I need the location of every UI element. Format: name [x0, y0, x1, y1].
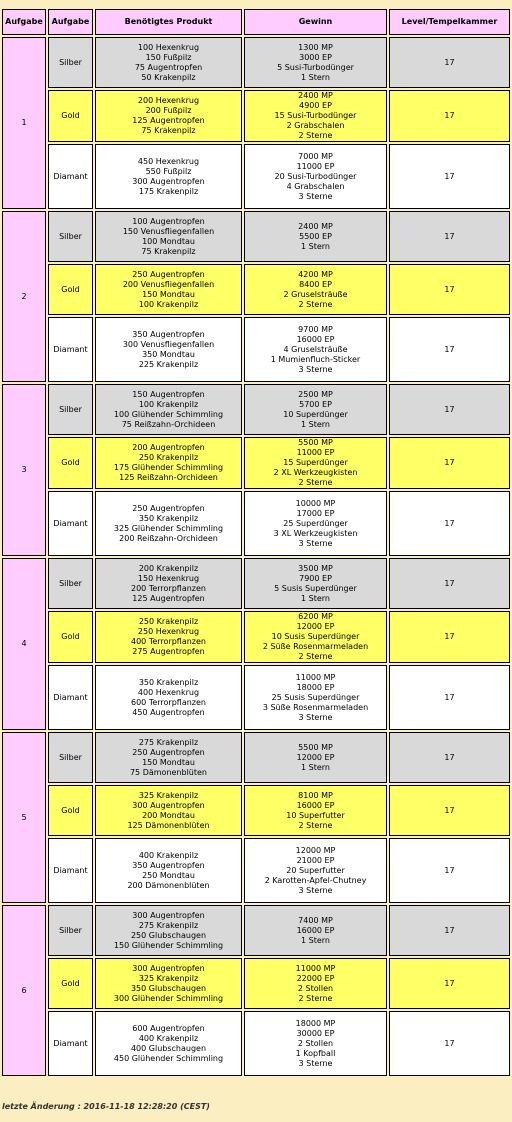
- produkt-line: 300 Augentropfen: [132, 800, 205, 810]
- level-cell: 17: [389, 211, 510, 262]
- gewinn-line: 3 Sterne: [298, 538, 333, 548]
- header-level: Level/Tempelkammer: [389, 9, 510, 35]
- produkt-line: 600 Terrorpflanzen: [131, 697, 206, 707]
- produkt-line: 275 Augentropfen: [132, 647, 205, 656]
- table-row: [2, 264, 510, 315]
- produkt-line: 200 Fußpilz: [145, 106, 192, 115]
- produkt-line: 200 Hexenkrug: [137, 96, 200, 105]
- aufgabe-number: 1: [2, 37, 46, 209]
- produkt-line: 350 Augentropfen: [132, 329, 205, 339]
- produkt-line: 325 Krakenpilz: [138, 790, 199, 800]
- produkt-cell: [95, 558, 242, 609]
- produkt-line: 200 Mondtau: [142, 810, 195, 820]
- gewinn-cell: [244, 264, 387, 315]
- aufgabe-number: 6: [2, 905, 46, 1076]
- gewinn-line: 11000 EP: [296, 448, 335, 457]
- level-cell: 17: [389, 905, 510, 956]
- produkt-line: 100 Glühender Schimmling: [113, 409, 224, 419]
- level-cell: 17: [389, 785, 510, 836]
- produkt-line: 100 Augentropfen: [132, 216, 205, 226]
- produkt-line: 150 Venusfliegenfallen: [122, 226, 215, 236]
- produkt-line: 350 Krakenpilz: [138, 513, 199, 523]
- tier-cell: Diamant: [48, 317, 93, 382]
- gewinn-line: 2 Karotten-Apfel-Chutney: [264, 875, 367, 885]
- gewinn-line: 18000 MP: [295, 1018, 336, 1028]
- quest-table: [0, 7, 512, 1078]
- produkt-line: 325 Krakenpilz: [138, 973, 199, 983]
- tier-cell: Diamant: [48, 491, 93, 556]
- gewinn-line: 3 XL Werkzeugkisten: [273, 528, 358, 538]
- gewinn-line: 15 Susi-Turbodünger: [274, 111, 357, 120]
- gewinn-line: 2 Sterne: [298, 299, 333, 309]
- produkt-line: 100 Hexenkrug: [137, 42, 200, 52]
- gewinn-cell: [244, 905, 387, 956]
- produkt-cell: [95, 958, 242, 1009]
- table-row: [2, 1011, 510, 1076]
- gewinn-line: 10 Superfutter: [286, 810, 345, 820]
- produkt-line: 325 Glühender Schimmling: [113, 523, 224, 533]
- produkt-line: 150 Mondtau: [142, 757, 195, 767]
- gewinn-line: 11000 EP: [296, 161, 335, 171]
- gewinn-line: 4 Grabschalen: [286, 181, 345, 191]
- gewinn-cell: [244, 384, 387, 435]
- gewinn-line: 5500 EP: [299, 231, 332, 241]
- gewinn-line: 5700 EP: [299, 399, 332, 409]
- tier-cell: Silber: [48, 37, 93, 88]
- gewinn-line: 11000 MP: [295, 672, 336, 682]
- last-modified: letzte Änderung : 2016-11-18 12:28:20 (CEST): [2, 1102, 210, 1111]
- tier-cell: Silber: [48, 558, 93, 609]
- produkt-cell: [95, 732, 242, 783]
- gewinn-line: 16000 EP: [296, 800, 335, 810]
- gewinn-line: 7000 MP: [298, 151, 333, 161]
- level-cell: 17: [389, 1011, 510, 1076]
- gewinn-cell: [244, 665, 387, 730]
- header-row: [2, 9, 510, 35]
- tier-cell: Silber: [48, 732, 93, 783]
- gewinn-cell: [244, 211, 387, 262]
- gewinn-line: 3000 EP: [299, 52, 332, 62]
- gewinn-line: 2 Sterne: [298, 652, 333, 661]
- produkt-line: 450 Hexenkrug: [137, 156, 200, 166]
- gewinn-line: 3 Sterne: [298, 364, 333, 374]
- table-row: [2, 90, 510, 142]
- produkt-line: 400 Krakenpilz: [138, 850, 199, 860]
- gewinn-line: 2 Sterne: [298, 993, 333, 1003]
- aufgabe-number: 3: [2, 384, 46, 556]
- produkt-line: 150 Fußpilz: [145, 52, 192, 62]
- gewinn-cell: [244, 437, 387, 489]
- produkt-line: 225 Krakenpilz: [138, 359, 199, 369]
- header-produkt: Benötigtes Produkt: [95, 9, 242, 35]
- produkt-line: 200 Venusfliegenfallen: [122, 279, 215, 289]
- produkt-line: 125 Reißzahn-Orchideen: [119, 473, 218, 482]
- tier-cell: Gold: [48, 437, 93, 489]
- tier-cell: Silber: [48, 905, 93, 956]
- gewinn-cell: [244, 144, 387, 209]
- level-cell: 17: [389, 558, 510, 609]
- aufgabe-number: 2: [2, 211, 46, 382]
- produkt-line: 450 Glühender Schimmling: [113, 1053, 224, 1063]
- produkt-line: 600 Augentropfen: [132, 1023, 205, 1033]
- gewinn-line: 15 Superdünger: [283, 458, 348, 467]
- header-aufgabe-stufe: Aufgabe: [48, 9, 93, 35]
- produkt-line: 400 Terrorpflanzen: [131, 637, 206, 646]
- produkt-line: 300 Venusfliegenfallen: [122, 339, 215, 349]
- gewinn-line: 2 Süße Rosenmarmeladen: [262, 642, 369, 651]
- gewinn-line: 16000 EP: [296, 334, 335, 344]
- level-cell: 17: [389, 611, 510, 663]
- produkt-line: 300 Augentropfen: [132, 963, 205, 973]
- produkt-line: 350 Glubschaugen: [130, 983, 207, 993]
- tier-cell: Diamant: [48, 838, 93, 903]
- gewinn-line: 10 Superdünger: [283, 409, 348, 419]
- quest-table-body: [2, 37, 510, 1076]
- level-cell: 17: [389, 732, 510, 783]
- level-cell: 17: [389, 317, 510, 382]
- produkt-line: 250 Hexenkrug: [137, 627, 200, 636]
- produkt-cell: [95, 1011, 242, 1076]
- table-row: [2, 732, 510, 783]
- header-gewinn: Gewinn: [244, 9, 387, 35]
- gewinn-line: 4200 MP: [298, 269, 333, 279]
- gewinn-cell: [244, 1011, 387, 1076]
- aufgabe-number: 4: [2, 558, 46, 730]
- gewinn-cell: [244, 958, 387, 1009]
- produkt-cell: [95, 317, 242, 382]
- produkt-line: 75 Augentropfen: [134, 62, 203, 72]
- produkt-line: 150 Hexenkrug: [137, 573, 200, 583]
- level-cell: 17: [389, 144, 510, 209]
- produkt-line: 350 Augentropfen: [132, 860, 205, 870]
- gewinn-line: 1 Stern: [301, 935, 330, 945]
- produkt-line: 200 Reißzahn-Orchideen: [119, 533, 218, 543]
- produkt-cell: [95, 665, 242, 730]
- produkt-line: 75 Krakenpilz: [141, 126, 196, 135]
- level-cell: 17: [389, 491, 510, 556]
- gewinn-line: 6200 MP: [298, 612, 333, 621]
- gewinn-line: 10000 MP: [295, 498, 336, 508]
- table-row: [2, 958, 510, 1009]
- gewinn-line: 25 Superdünger: [283, 518, 348, 528]
- gewinn-line: 1 Stern: [301, 241, 330, 251]
- gewinn-line: 7900 EP: [299, 573, 332, 583]
- gewinn-line: 8400 EP: [299, 279, 332, 289]
- gewinn-cell: [244, 838, 387, 903]
- gewinn-line: 3 Sterne: [298, 712, 333, 722]
- produkt-line: 450 Augentropfen: [132, 707, 205, 717]
- gewinn-line: 9700 MP: [298, 324, 333, 334]
- gewinn-line: 2 Stollen: [297, 1038, 334, 1048]
- gewinn-line: 3 Sterne: [298, 1058, 333, 1068]
- tier-cell: Gold: [48, 90, 93, 142]
- gewinn-line: 3 Sterne: [298, 885, 333, 895]
- gewinn-line: 5 Susis Superdünger: [274, 583, 357, 593]
- table-row: [2, 491, 510, 556]
- produkt-line: 200 Krakenpilz: [138, 563, 199, 573]
- produkt-cell: [95, 838, 242, 903]
- tier-cell: Diamant: [48, 665, 93, 730]
- produkt-line: 150 Mondtau: [142, 289, 195, 299]
- produkt-line: 300 Augentropfen: [132, 176, 205, 186]
- gewinn-line: 1 Kopfball: [295, 1048, 336, 1058]
- gewinn-line: 22000 EP: [296, 973, 335, 983]
- level-cell: 17: [389, 90, 510, 142]
- gewinn-line: 2 Grabschalen: [286, 121, 345, 130]
- produkt-line: 400 Glubschaugen: [130, 1043, 207, 1053]
- produkt-line: 200 Dämonenblüten: [127, 880, 210, 890]
- gewinn-cell: [244, 732, 387, 783]
- gewinn-line: 12000 EP: [296, 752, 335, 762]
- gewinn-line: 2500 MP: [298, 389, 333, 399]
- tier-cell: Diamant: [48, 1011, 93, 1076]
- produkt-cell: [95, 144, 242, 209]
- table-row: [2, 437, 510, 489]
- gewinn-line: 2 XL Werkzeugkisten: [273, 468, 358, 477]
- gewinn-cell: [244, 317, 387, 382]
- produkt-line: 200 Terrorpflanzen: [131, 583, 206, 593]
- produkt-cell: [95, 611, 242, 663]
- tier-cell: Silber: [48, 211, 93, 262]
- produkt-line: 75 Dämonenblüten: [129, 767, 208, 777]
- produkt-line: 175 Krakenpilz: [138, 186, 199, 196]
- produkt-line: 250 Augentropfen: [132, 747, 205, 757]
- header-aufgabe: Aufgabe: [2, 9, 46, 35]
- level-cell: 17: [389, 264, 510, 315]
- level-cell: 17: [389, 37, 510, 88]
- produkt-line: 100 Krakenpilz: [138, 299, 199, 309]
- table-row: [2, 611, 510, 663]
- produkt-line: 350 Mondtau: [142, 349, 195, 359]
- produkt-cell: [95, 37, 242, 88]
- gewinn-line: 2 Sterne: [298, 131, 333, 140]
- produkt-line: 300 Glühender Schimmling: [113, 993, 224, 1003]
- produkt-cell: [95, 384, 242, 435]
- gewinn-cell: [244, 491, 387, 556]
- gewinn-cell: [244, 785, 387, 836]
- gewinn-cell: [244, 90, 387, 142]
- produkt-line: 250 Augentropfen: [132, 269, 205, 279]
- produkt-cell: [95, 905, 242, 956]
- tier-cell: Gold: [48, 611, 93, 663]
- gewinn-line: 4 Gruselsträuße: [283, 344, 348, 354]
- gewinn-line: 1300 MP: [298, 42, 333, 52]
- gewinn-line: 7400 MP: [298, 915, 333, 925]
- table-row: [2, 211, 510, 262]
- level-cell: 17: [389, 437, 510, 489]
- produkt-line: 250 Augentropfen: [132, 503, 205, 513]
- gewinn-line: 30000 EP: [296, 1028, 335, 1038]
- produkt-line: 275 Krakenpilz: [138, 920, 199, 930]
- produkt-cell: [95, 437, 242, 489]
- gewinn-cell: [244, 611, 387, 663]
- level-cell: 17: [389, 838, 510, 903]
- produkt-line: 50 Krakenpilz: [141, 72, 196, 82]
- gewinn-line: 3 Süße Rosenmarmeladen: [262, 702, 369, 712]
- produkt-line: 250 Krakenpilz: [138, 617, 199, 626]
- tier-cell: Gold: [48, 264, 93, 315]
- produkt-line: 75 Reißzahn-Orchideen: [121, 419, 216, 429]
- gewinn-line: 1 Mumienfluch-Sticker: [270, 354, 361, 364]
- table-row: [2, 665, 510, 730]
- tier-cell: Silber: [48, 384, 93, 435]
- gewinn-line: 10 Susis Superdünger: [271, 632, 360, 641]
- produkt-cell: [95, 211, 242, 262]
- produkt-line: 300 Augentropfen: [132, 910, 205, 920]
- gewinn-line: 21000 EP: [296, 855, 335, 865]
- table-row: [2, 317, 510, 382]
- produkt-cell: [95, 264, 242, 315]
- gewinn-line: 5 Susi-Turbodünger: [277, 62, 354, 72]
- produkt-line: 350 Krakenpilz: [138, 677, 199, 687]
- table-row: [2, 905, 510, 956]
- gewinn-line: 3 Sterne: [298, 191, 333, 201]
- produkt-line: 150 Augentropfen: [132, 389, 205, 399]
- gewinn-line: 25 Susis Superdünger: [271, 692, 360, 702]
- produkt-line: 150 Glühender Schimmling: [113, 940, 224, 950]
- gewinn-line: 17000 EP: [296, 508, 335, 518]
- level-cell: 17: [389, 665, 510, 730]
- gewinn-line: 20 Superfutter: [286, 865, 345, 875]
- gewinn-line: 1 Stern: [301, 72, 330, 82]
- level-cell: 17: [389, 384, 510, 435]
- gewinn-line: 3500 MP: [298, 563, 333, 573]
- gewinn-cell: [244, 37, 387, 88]
- produkt-line: 125 Augentropfen: [132, 116, 205, 125]
- produkt-line: 400 Krakenpilz: [138, 1033, 199, 1043]
- produkt-line: 250 Mondtau: [142, 870, 195, 880]
- gewinn-line: 8100 MP: [298, 790, 333, 800]
- gewinn-line: 11000 MP: [295, 963, 336, 973]
- tier-cell: Diamant: [48, 144, 93, 209]
- table-row: [2, 384, 510, 435]
- gewinn-line: 5500 MP: [298, 438, 333, 447]
- gewinn-line: 20 Susi-Turbodünger: [274, 171, 357, 181]
- tier-cell: Gold: [48, 785, 93, 836]
- produkt-line: 200 Augentropfen: [132, 443, 205, 452]
- produkt-line: 125 Dämonenblüten: [127, 820, 210, 830]
- aufgabe-number: 5: [2, 732, 46, 903]
- gewinn-line: 12000 MP: [295, 845, 336, 855]
- produkt-line: 550 Fußpilz: [145, 166, 192, 176]
- gewinn-line: 1 Stern: [301, 593, 330, 603]
- table-row: [2, 37, 510, 88]
- produkt-line: 100 Mondtau: [142, 236, 195, 246]
- gewinn-line: 1 Stern: [301, 419, 330, 429]
- gewinn-line: 4900 EP: [299, 101, 332, 110]
- table-row: [2, 838, 510, 903]
- produkt-line: 250 Glubschaugen: [130, 930, 207, 940]
- gewinn-line: 12000 EP: [296, 622, 335, 631]
- gewinn-line: 2400 MP: [298, 91, 333, 100]
- gewinn-cell: [244, 558, 387, 609]
- produkt-line: 250 Krakenpilz: [138, 453, 199, 462]
- gewinn-line: 2 Sterne: [298, 478, 333, 487]
- table-row: [2, 785, 510, 836]
- gewinn-line: 2 Gruselsträuße: [283, 289, 348, 299]
- produkt-line: 275 Krakenpilz: [138, 737, 199, 747]
- tier-cell: Gold: [48, 958, 93, 1009]
- table-row: [2, 144, 510, 209]
- produkt-line: 100 Krakenpilz: [138, 399, 199, 409]
- produkt-line: 125 Augentropfen: [132, 593, 205, 603]
- gewinn-line: 2 Sterne: [298, 820, 333, 830]
- gewinn-line: 18000 EP: [296, 682, 335, 692]
- gewinn-line: 16000 EP: [296, 925, 335, 935]
- level-cell: 17: [389, 958, 510, 1009]
- produkt-cell: [95, 90, 242, 142]
- gewinn-line: 2400 MP: [298, 221, 333, 231]
- table-row: [2, 558, 510, 609]
- produkt-line: 400 Hexenkrug: [137, 687, 200, 697]
- gewinn-line: 5500 MP: [298, 742, 333, 752]
- produkt-line: 75 Krakenpilz: [141, 246, 196, 256]
- produkt-cell: [95, 491, 242, 556]
- produkt-line: 175 Glühender Schimmling: [113, 463, 224, 472]
- gewinn-line: 2 Stollen: [297, 983, 334, 993]
- gewinn-line: 1 Stern: [301, 762, 330, 772]
- produkt-cell: [95, 785, 242, 836]
